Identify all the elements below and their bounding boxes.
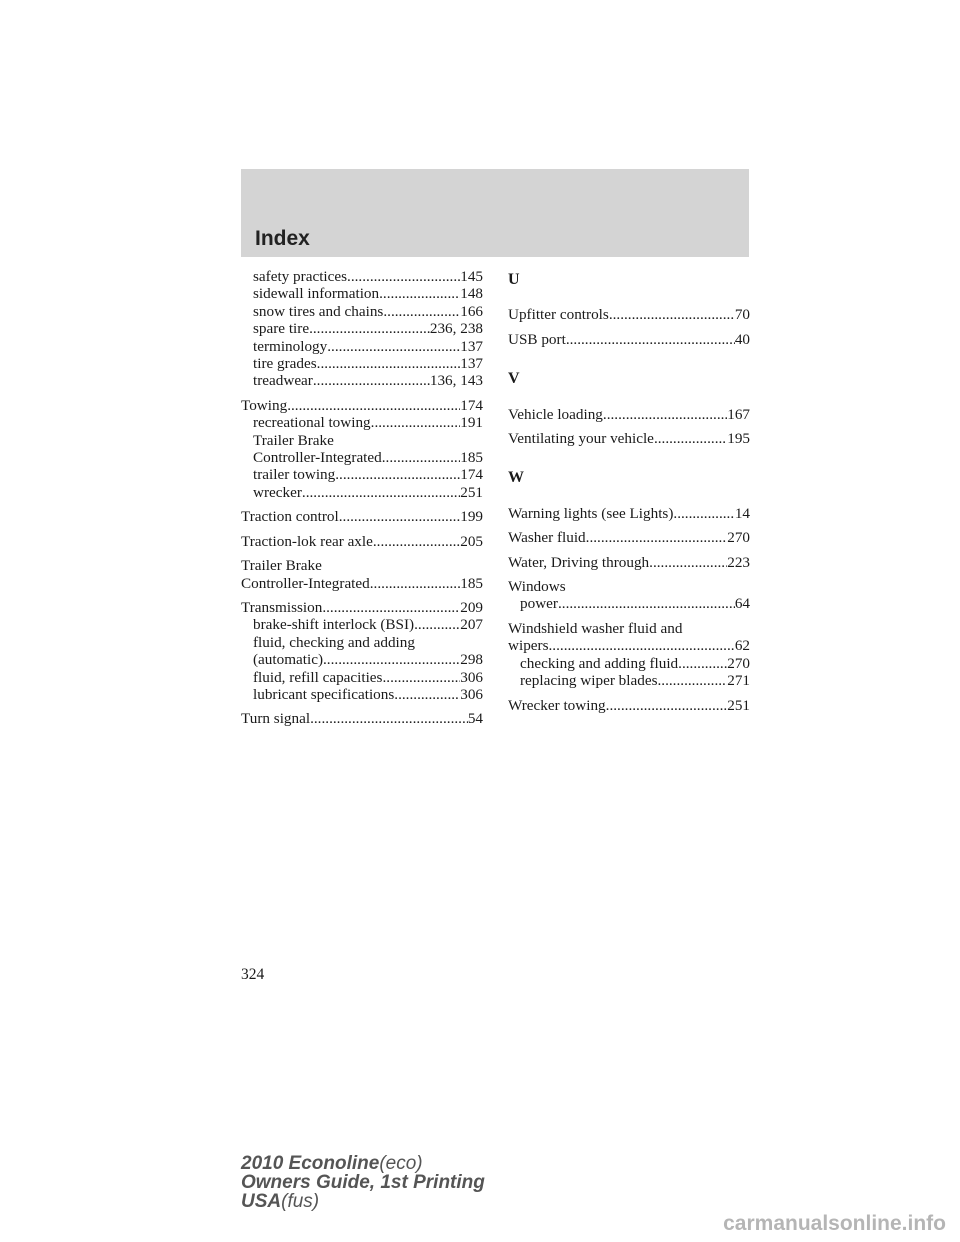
index-entry: snow tires and chains ..... 166: [241, 303, 483, 320]
index-letter-heading: V: [508, 370, 520, 388]
index-entry: spare tire ..... 236, 238: [241, 320, 483, 337]
index-entry: (automatic) ..... 298: [241, 651, 483, 668]
index-entry: tire grades ..... 137: [241, 355, 483, 372]
index-entry: Washer fluid ..... 270: [508, 529, 750, 546]
index-entry-line: Windows: [508, 578, 566, 596]
index-entry: power ..... 64: [508, 595, 750, 612]
index-entry: trailer towing ..... 174: [241, 466, 483, 483]
footer-market-code: (fus): [281, 1191, 320, 1212]
section-header: [241, 169, 749, 257]
index-entry-line: Trailer Brake: [253, 431, 334, 449]
footer-market: USA: [241, 1191, 282, 1212]
index-entry: Controller-Integrated ..... 185: [241, 575, 483, 592]
footer-model: 2010 Econoline: [241, 1153, 380, 1174]
index-letter-heading: W: [508, 469, 524, 487]
index-entry: Warning lights (see Lights) ..... 14: [508, 505, 750, 522]
index-entry: lubricant specifications ..... 306: [241, 686, 483, 703]
index-entry: Water, Driving through ..... 223: [508, 554, 750, 571]
index-letter-heading: U: [508, 271, 520, 288]
index-entry-line: fluid, checking and adding: [253, 633, 415, 651]
index-entry: Towing ..... 174: [241, 397, 483, 414]
watermark: carmanualsonline.info: [723, 1212, 946, 1235]
footer-model-code: (eco): [379, 1153, 423, 1174]
index-entry: wipers ..... 62: [508, 637, 750, 654]
page-number: 324: [241, 966, 265, 983]
index-entry: USB port ..... 40: [508, 331, 750, 348]
index-entry: Traction control ..... 199: [241, 508, 483, 525]
index-entry: sidewall information ..... 148: [241, 285, 483, 302]
footer-edition: Owners Guide, 1st Printing: [241, 1172, 485, 1193]
index-entry: Ventilating your vehicle ..... 195: [508, 430, 750, 447]
index-entry: brake-shift interlock (BSI) ..... 207: [241, 616, 483, 633]
index-entry-line: Trailer Brake: [241, 557, 322, 575]
index-entry: Vehicle loading ..... 167: [508, 406, 750, 423]
index-entry: replacing wiper blades ..... 271: [508, 672, 750, 689]
index-entry: treadwear ..... 136, 143: [241, 372, 483, 389]
index-entry: Transmission ..... 209: [241, 599, 483, 616]
index-entry: Upfitter controls ..... 70: [508, 306, 750, 323]
index-entry: terminology ..... 137: [241, 338, 483, 355]
index-entry: Traction-lok rear axle ..... 205: [241, 533, 483, 550]
document-footer: [241, 1154, 485, 1211]
index-entry: safety practices ..... 145: [241, 268, 483, 285]
index-entry: Controller-Integrated ..... 185: [241, 449, 483, 466]
index-entry: recreational towing ..... 191: [241, 414, 483, 431]
index-entry: checking and adding fluid ..... 270: [508, 655, 750, 672]
section-title: Index: [255, 227, 310, 250]
index-entry: Turn signal ..... 54: [241, 710, 483, 727]
index-entry: Wrecker towing ..... 251: [508, 697, 750, 714]
index-entry: fluid, refill capacities ..... 306: [241, 669, 483, 686]
index-entry: wrecker ..... 251: [241, 484, 483, 501]
index-column-left: [241, 268, 483, 728]
index-entry-line: Windshield washer fluid and: [508, 619, 683, 637]
index-column-right: [508, 268, 750, 714]
